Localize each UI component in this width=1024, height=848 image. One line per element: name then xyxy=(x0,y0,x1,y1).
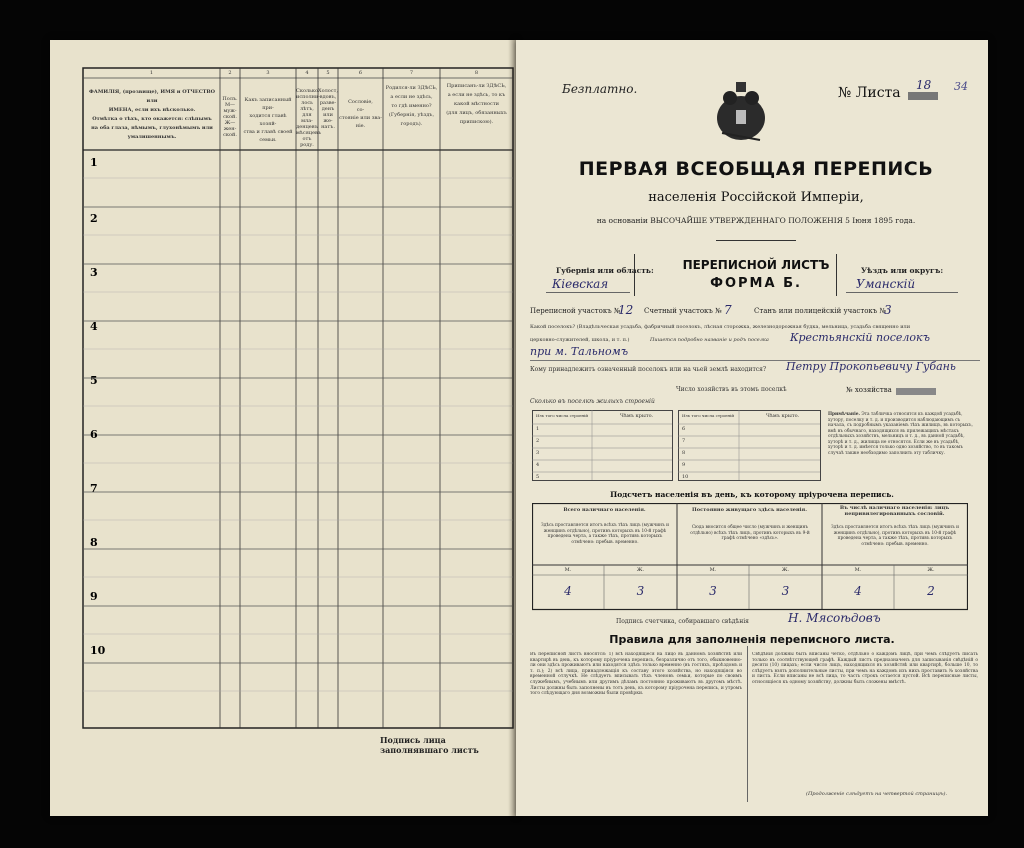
col-number: 7 xyxy=(409,70,414,76)
row-number: 9 xyxy=(90,590,98,603)
underline xyxy=(546,292,630,293)
sex-label: Ж. xyxy=(636,567,645,573)
page-subtitle: населенія Россійской Имперіи, xyxy=(648,190,864,205)
note-block: Примѣчаніе. Эта табличка относится къ каждой усадьбѣ, хутору, поселку и т. д. и производится наблюдающимъ съ начала, съ подробнымъ указаніемъ тѣхъ жилищъ, въ которыхъ, вмѣ въ обычнаго, находящихся въ прилежащихъ мѣстахъ отдѣльныхъ хозяйствъ, мельницъ и т. д., въ данной усадьбѣ, хуторѣ и т. д., жилища не относятся. Если же въ усадьбѣ, хуторѣ и т. д. имѣется только одно хозяйство, то въ такомъ случаѣ также необходимо заполнить эту табличку. xyxy=(828,412,973,456)
sheet-number-label: № Листа xyxy=(838,85,901,101)
row-number: 10 xyxy=(90,644,106,657)
col6-header: Сословіе, со- стояніе или зва- ніе. xyxy=(339,99,382,129)
col-number: 6 xyxy=(358,70,363,76)
col2-header: Полъ. М—муж- ской. Ж—жен- ской. xyxy=(222,96,238,138)
corner-number: 34 xyxy=(954,80,968,93)
buildings-col-head: Чѣмъ крыто. xyxy=(620,413,654,419)
sex-label: Ж. xyxy=(927,567,935,573)
row-number: 8 xyxy=(90,536,98,549)
owner-question: Кому принадлежитъ означенный поселокъ или на чьей землѣ находится? xyxy=(530,366,767,373)
buildings-label: Сколько въ поселкѣ жилыхъ строеній xyxy=(530,398,655,405)
left-table-grid xyxy=(50,40,516,816)
building-row-number: 1 xyxy=(536,426,540,432)
owner-value: Петру Прокопьевичу Губань xyxy=(786,360,956,373)
count-col-head: Всего наличнаго населенія. xyxy=(563,507,646,513)
building-row-number: 3 xyxy=(536,450,540,456)
row-number: 2 xyxy=(90,212,98,225)
rules-title: Правила для заполненія переписного листа. xyxy=(609,633,895,646)
count-col-desc: Сюда вносится общее число (мужчинъ и женщинъ отдѣльно) всѣхъ тѣхъ лицъ, противъ которыхъ въ 9-й графѣ отмѣчено «здѣсь». xyxy=(690,525,810,541)
col-number: 2 xyxy=(228,70,232,76)
col5-header: Холост, вдовъ, разве- денъ или же- натъ. xyxy=(318,88,338,130)
settlement-value-2: при м. Тальномъ xyxy=(530,345,629,358)
left-page xyxy=(50,40,516,816)
col4-header: Сколько исполни- лось лѣтъ, для мла- денцевъ мѣсяцевъ отъ роду. xyxy=(296,88,322,148)
settlement-question-2: церковно-служителей, школа, и т. п.) xyxy=(530,337,630,343)
sex-label: Ж. xyxy=(781,567,790,573)
count-value: 2 xyxy=(927,584,935,598)
row-number: 1 xyxy=(90,156,98,169)
row-number: 6 xyxy=(90,428,98,441)
form-title: ПЕРЕПИСНОЙ ЛИСТЪ xyxy=(682,258,830,272)
buildings-col-head: Изъ того числа строеній xyxy=(682,413,735,418)
divider xyxy=(716,240,796,241)
buildings-col-head: Чѣмъ крыто. xyxy=(766,413,800,419)
settlement-question: Какой поселокъ? (Владѣльческая усадьба, фабричный поселокъ, лѣсная сторожка, железнодорожная будка, мельница, усадьба священно или xyxy=(530,324,911,330)
count-title: Подсчетъ населенія въ день, къ которому пріурочена перепись. xyxy=(610,490,894,499)
settlement-hint: Пишется подробно названіе и родъ поселка xyxy=(650,337,769,343)
census-district-label: Переписной участокъ № xyxy=(530,307,621,315)
count-col-desc: Здѣсь проставляется итогъ всѣхъ тѣхъ лицъ (мужчинъ и женщинъ отдѣльно), противъ которыхъ въ 10-й графѣ проведена черта, а также тѣхъ, противъ которыхъ отмѣчено: пребыв. временно. xyxy=(541,523,669,545)
underline xyxy=(846,292,958,293)
row-number: 4 xyxy=(90,320,98,333)
sex-label: М. xyxy=(564,567,572,573)
col-number: 1 xyxy=(149,70,154,76)
count-col-desc: Здѣсь проставляется итогъ всѣхъ тѣхъ лицъ (мужчинъ и женщинъ отдѣльно), противъ которыхъ въ 10-й графѣ проведена черта, а также тѣхъ, противъ которыхъ отмѣчено: пребыв. временно. xyxy=(831,525,959,547)
count-value: 4 xyxy=(564,584,572,598)
gubernia-label: Губернія или область: xyxy=(556,266,654,275)
settlement-value: Крестьянскій поселокъ xyxy=(790,331,930,344)
gubernia-value: Кіевская xyxy=(552,277,609,291)
divider xyxy=(836,254,837,296)
column-divider xyxy=(747,646,748,802)
count-value: 3 xyxy=(709,584,717,598)
col-number: 3 xyxy=(266,70,270,76)
counter-signature-label: Подпись счетчика, собиравшаго свѣдѣнія xyxy=(616,618,749,625)
sheet-number-value: 18 xyxy=(916,78,932,92)
row-number: 5 xyxy=(90,374,98,387)
building-row-number: 2 xyxy=(536,438,540,444)
col-number: 4 xyxy=(305,70,309,76)
stamp-mark xyxy=(896,388,936,395)
form-subtitle: ФОРМА Б. xyxy=(710,276,802,291)
count-district-value: 7 xyxy=(724,303,732,317)
stan-label: Станъ или полицейскій участокъ № xyxy=(754,307,887,315)
page-title: ПЕРВАЯ ВСЕОБЩАЯ ПЕРЕПИСЬ xyxy=(578,158,934,180)
free-label: Безплатно. xyxy=(562,82,638,96)
building-row-number: 4 xyxy=(536,462,540,468)
building-row-number: 5 xyxy=(536,474,540,480)
count-col-head: Постоянно живущаго здѣсь населенія. xyxy=(692,507,807,513)
counter-signature: Н. Мясоѣдовъ xyxy=(788,611,881,625)
sex-label: М. xyxy=(709,567,717,573)
buildings-col-head: Изъ того числа строеній xyxy=(536,413,589,418)
signature-label: Подпись лица заполнявшаго листъ xyxy=(380,735,479,755)
row-number: 7 xyxy=(90,482,98,495)
col1-header: ФАМИЛІЯ, (прозвище), ИМЯ и ОТЧЕСТВО или ИМЕНА, если ихъ нѣсколько. Отмѣтка о тѣхъ, кто окажется: слѣпымъ на оба глаза, нѣмымъ, глухонѣмымъ или умалишеннымъ. xyxy=(89,89,215,140)
building-row-number: 6 xyxy=(682,426,686,432)
households-label: Число хозяйствъ въ этомъ поселкѣ xyxy=(676,386,787,393)
count-col-head: Въ числѣ наличнаго населенія: лицъ непривилегированныхъ сословій. xyxy=(839,505,950,517)
rules-column-2: Свѣдѣнія должны быть вписаны четко, отдѣльно о каждомъ лицѣ, при чемъ слѣдуетъ писать только въ соотвѣтствующей графѣ. Каждый листъ предназначенъ для записыванія свѣдѣній о десяти (10) лицахъ; если число лицъ, находящихся въ хозяйствѣ или квартирѣ, больше 10, то слѣдуетъ взять дополнительные листы, при чемъ на каждомъ изъ нихъ проставить № хозяйства и листа. Если вписаны не всѣ лица, то часть строкъ остается пустой. Всѣ переписные листы, относящіеся къ одному хозяйству, должны быть сложены вмѣстѣ. xyxy=(752,652,978,685)
double-headed-eagle-icon xyxy=(712,78,770,144)
right-page xyxy=(516,40,988,816)
col3-header: Какъ записанный при- ходится главѣ хозяй- ства и главѣ своей семьи. xyxy=(243,97,293,143)
building-row-number: 7 xyxy=(682,438,686,444)
count-district-label: Счетный участокъ № xyxy=(644,307,722,315)
legal-basis: на основаніи ВЫСОЧАЙШЕ УТВЕРЖДЕННАГО ПОЛОЖЕНІЯ 5 Іюня 1895 года. xyxy=(596,216,916,225)
continuation-note: (Продолженіе слѣдуетъ на четвертой страницѣ). xyxy=(806,791,948,797)
building-row-number: 10 xyxy=(682,474,689,480)
stan-value: 3 xyxy=(884,303,892,317)
count-value: 3 xyxy=(636,584,645,598)
sex-label: М. xyxy=(854,567,862,573)
uezd-label: Уѣздъ или округъ: xyxy=(861,266,944,275)
col7-header: Родился-ли ЗДѢСЬ, а если не здѣсь, то гдѣ именно? (Губернія, уѣздъ, городъ). xyxy=(385,85,438,127)
building-row-number: 8 xyxy=(682,450,686,456)
count-value: 3 xyxy=(781,584,790,598)
row-number: 3 xyxy=(90,266,98,279)
census-district-value: 12 xyxy=(618,303,634,317)
household-number-label: № хозяйства xyxy=(846,386,892,394)
stamp-mark xyxy=(908,92,938,100)
building-row-number: 9 xyxy=(682,462,686,468)
uezd-value: Уманскій xyxy=(856,277,916,291)
rules-column-1: Въ переписной листъ вносятся: 1) всѣ находящіеся на лицо въ данномъ хозяйствѣ или квартирѣ въ день, къ которому пріурочена перепись, безразлично отъ того, обыкновенно-ли они здѣсь проживаютъ или находятся здѣсь только временно (въ гостяхъ, проѣздомъ и т. п.); 2) всѣ лица, принадлежащія къ составу этого хозяйства, но находящіяся во временной отлучкѣ. Не слѣдуетъ вписывать тѣхъ членовъ семьи, которые по своимъ служебнымъ, учебнымъ или другимъ дѣламъ постоянно проживаютъ въ другомъ мѣстѣ. Листы должны быть заполнены въ тотъ день, къ которому пріурочена перепись, и утромъ того слѣдующаго дня возможны были провѣрки. xyxy=(530,652,742,697)
col8-header: Приписанъ-ли ЗДѢСЬ, а если не здѣсь, то къ какой мѣстности (для лицъ, обязанныхъ припискою). xyxy=(446,83,507,125)
count-value: 4 xyxy=(854,584,862,598)
col-number: 8 xyxy=(474,70,479,76)
divider xyxy=(634,254,635,296)
col-number: 5 xyxy=(326,70,330,76)
buildings-table-grid xyxy=(532,410,822,482)
